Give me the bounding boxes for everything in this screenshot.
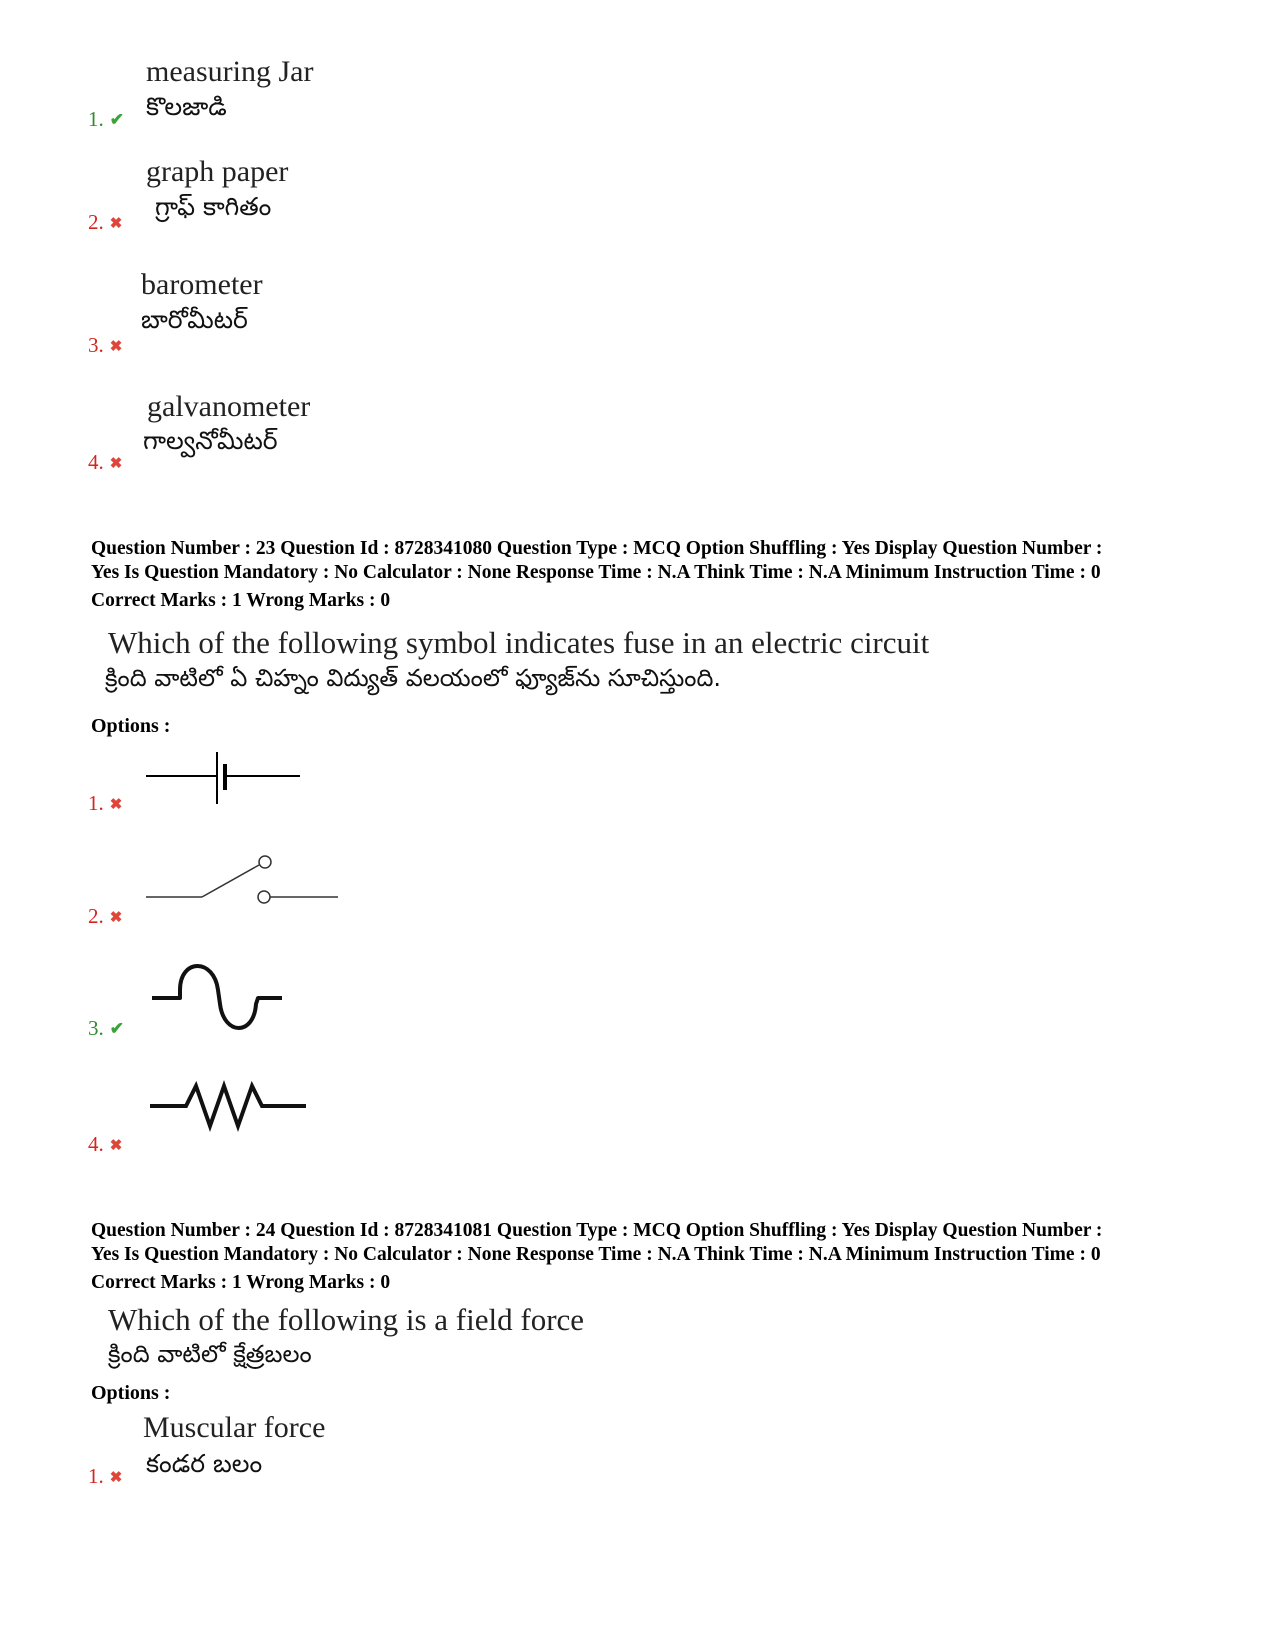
meta-line: Question Number : 24 Question Id : 8728341081 Question Type : MCQ Option Shuffling : Yes Display Question Number :: [91, 1220, 1103, 1241]
option-text-en: barometer: [141, 268, 263, 301]
correct-check-icon: ✔: [109, 1019, 124, 1038]
question-meta: [91, 1219, 1201, 1295]
option-text-en: galvanometer: [147, 390, 311, 423]
wrong-cross-icon: ✖: [109, 797, 123, 813]
option-number: 2. ✖: [88, 904, 123, 928]
question-text-en: Which of the following symbol indicates fuse in an electric circuit: [108, 625, 930, 660]
cell-symbol-icon: [146, 750, 306, 810]
switch-symbol-icon: [146, 852, 346, 912]
option-text-en: measuring Jar: [146, 55, 314, 88]
wrong-cross-icon: ✖: [109, 339, 123, 355]
option-text-en: Muscular force: [143, 1411, 326, 1444]
option-number: 1. ✖: [88, 1464, 123, 1488]
marks-line: Correct Marks : 1 Wrong Marks : 0: [91, 590, 391, 611]
meta-line: Question Number : 23 Question Id : 8728341080 Question Type : MCQ Option Shuffling : Yes Display Question Number :: [91, 538, 1103, 559]
wrong-cross-icon: ✖: [109, 216, 123, 232]
question-text-te: క్రింది వాటిలో క్షేత్రబలం: [108, 1340, 312, 1368]
correct-check-icon: ✔: [109, 110, 124, 129]
option-number: 2. ✖: [88, 210, 123, 234]
question-meta: [91, 537, 1201, 613]
resistor-symbol-icon: [150, 1080, 310, 1140]
option-text-te: కొలజాడి: [146, 92, 227, 121]
question-text-en: Which of the following is a field force: [108, 1302, 585, 1337]
option-number: 1. ✖: [88, 791, 123, 815]
fuse-symbol-icon: [150, 960, 290, 1035]
meta-line: Yes Is Question Mandatory : No Calculator : None Response Time : N.A Think Time : N.A Minimum Instruction Time : 0: [91, 562, 1101, 583]
wrong-cross-icon: ✖: [109, 910, 123, 926]
option-text-te: కండర బలం: [146, 1449, 263, 1478]
option-text-te: గాల్వనోమీటర్: [143, 426, 278, 455]
option-text-en: graph paper: [146, 155, 289, 188]
option-text-te: బారోమీటర్: [141, 305, 248, 334]
option-number: 3. ✖: [88, 333, 123, 357]
wrong-cross-icon: ✖: [109, 456, 123, 472]
option-text-te: గ్రాఫ్ కాగితం: [155, 192, 272, 221]
options-label: Options :: [91, 715, 171, 737]
options-label: Options :: [91, 1382, 171, 1404]
option-number: 3. ✔: [88, 1016, 124, 1040]
meta-line: Yes Is Question Mandatory : No Calculator : None Response Time : N.A Think Time : N.A Minimum Instruction Time : 0: [91, 1244, 1101, 1265]
wrong-cross-icon: ✖: [109, 1470, 123, 1486]
wrong-cross-icon: ✖: [109, 1138, 123, 1154]
option-number: 4. ✖: [88, 450, 123, 474]
option-number: 1. ✔: [88, 107, 124, 131]
option-number: 4. ✖: [88, 1132, 123, 1156]
question-text-te: క్రింది వాటిలో ఏ చిహ్నం విద్యుత్ వలయంలో ఫ్యూజ్‌ను సూచిస్తుంది.: [105, 664, 722, 692]
marks-line: Correct Marks : 1 Wrong Marks : 0: [91, 1272, 391, 1293]
